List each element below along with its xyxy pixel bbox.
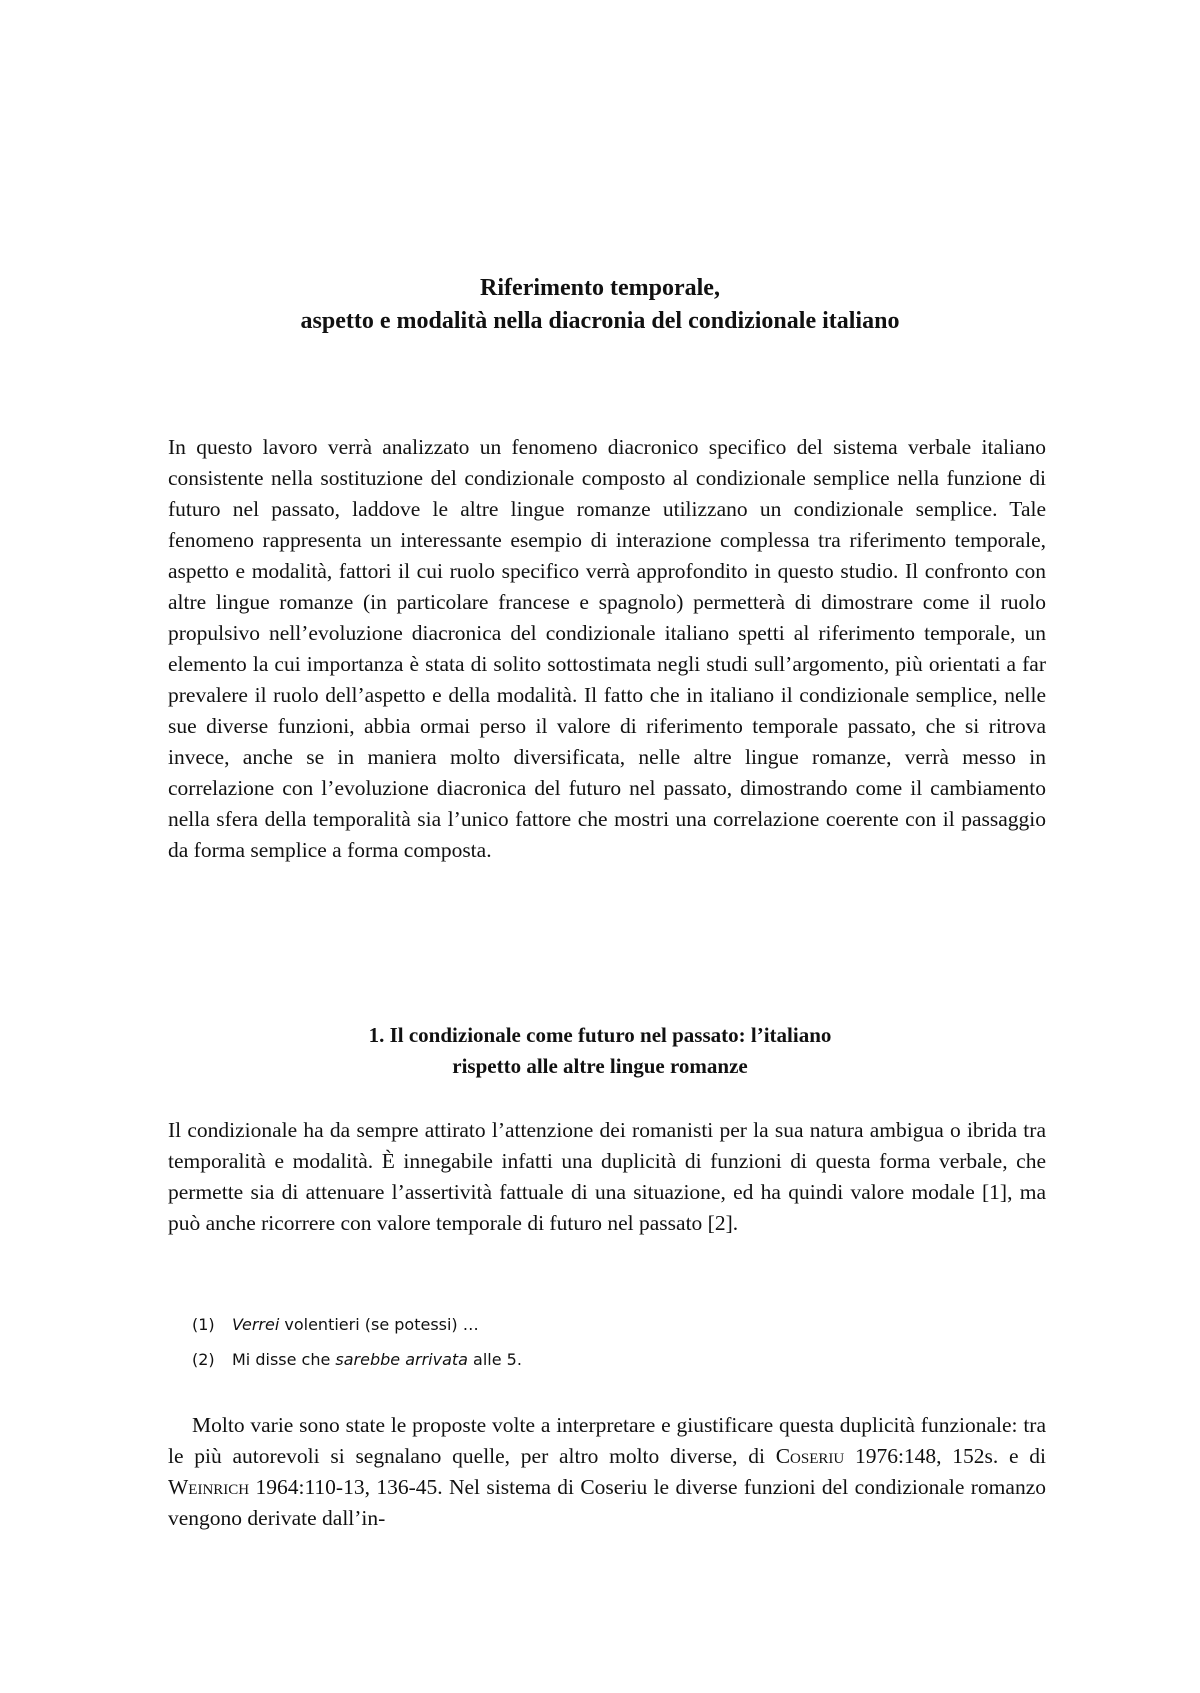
example-text-rest: volentieri (se potessi) … xyxy=(279,1315,479,1334)
paper-title xyxy=(0,272,1200,338)
para2-text-1: Molto varie sono state le proposte volte a interpretare e giustificare questa duplicità funzionale: tra le più autorevoli si segnalano quelle, per altro molto diverse, di xyxy=(168,1413,1046,1468)
example-italic: sarebbe arrivata xyxy=(335,1350,468,1369)
example-item xyxy=(192,1342,992,1377)
example-item xyxy=(192,1307,992,1342)
title-line-1: Riferimento temporale, xyxy=(480,275,720,301)
abstract-paragraph: In questo lavoro verrà analizzato un fenomeno diacronico specifico del sistema verbale italiano consistente nella sostituzione del condizionale composto al condizionale semplice nella funzione di futuro nel passato, laddove le altre lingue romanze utilizzano un condizionale semplice. Tale fenomeno rappresenta un interessante esempio di interazione complessa tra riferimento temporale, aspetto e modalità, fattori il cui ruolo specifico verrà approfondito in questo studio. Il confronto con altre lingue romanze (in particolare francese e spagnolo) permetterà di dimostrare come il ruolo propulsivo nell’evoluzione diacronica del condizionale italiano spetti al riferimento temporale, un elemento la cui importanza è stata di solito sottostimata negli studi sull’argomento, più orientati a far prevalere il ruolo dell’aspetto e della modalità. Il fatto che in italiano il condizionale semplice, nelle sue diverse funzioni, abbia ormai perso il valore di riferimento temporale passato, che si ritrova invece, anche se in maniera molto diversificata, nelle altre lingue romanze, verrà messo in correlazione con l’evoluzione diacronica del futuro nel passato, dimostrando come il cambiamento nella sfera della temporalità sia l’unico fattore che mostri una correlazione coerente con il passaggio da forma semplice a forma composta. xyxy=(168,435,1046,862)
title-line-2: aspetto e modalità nella diacronia del condizionale italiano xyxy=(300,308,900,334)
example-text-rest: alle 5. xyxy=(467,1350,522,1369)
example-number: (1) xyxy=(192,1315,215,1334)
body-paragraph-2 xyxy=(168,1410,1046,1534)
example-list xyxy=(192,1307,992,1377)
author-weinrich: Weinrich xyxy=(168,1475,250,1499)
section-heading xyxy=(0,1020,1200,1082)
body-paragraph-1: Il condizionale ha da sempre attirato l’attenzione dei romanisti per la sua natura ambigua o ibrida tra temporalità e modalità. È innegabile infatti una duplicità di funzioni di questa forma verbale, che permette sia di attenuare l’assertività fattuale di una situazione, ed ha quindi valore modale [1], ma può anche ricorrere con valore temporale di futuro nel passato [2]. xyxy=(168,1118,1046,1235)
para2-text-3: 1964:110-13, 136-45. Nel sistema di Coseriu le diverse funzioni del condizionale romanzo vengono derivate dall’in- xyxy=(168,1475,1046,1530)
example-number: (2) xyxy=(192,1350,215,1369)
example-text-pre: Mi disse che xyxy=(232,1350,336,1369)
section-heading-line-1: 1. Il condizionale come futuro nel passato: l’italiano xyxy=(368,1023,832,1047)
section-heading-line-2: rispetto alle altre lingue romanze xyxy=(452,1054,748,1078)
author-coseriu: Coseriu xyxy=(775,1444,845,1468)
example-italic: Verrei xyxy=(232,1315,280,1334)
para2-text-2: 1976:148, 152s. e di xyxy=(844,1444,1047,1468)
